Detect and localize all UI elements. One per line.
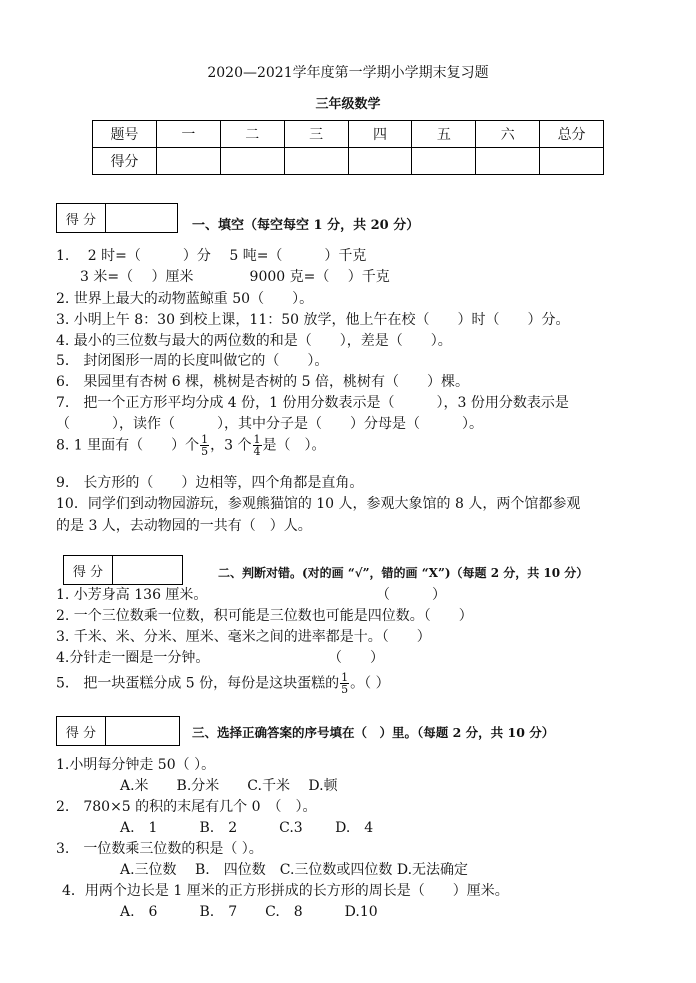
s2-q1-paren: （ ） (376, 587, 446, 603)
s3-q2: 2. 780×5 的积的末尾有几个 0 （ ）。 (56, 799, 317, 815)
q7b: （ ），读作（ ），其中分子是（ ）分母是（ ）。 (56, 416, 483, 432)
score-table (92, 120, 604, 175)
s2-q3: 3. 千米、米、分米、厘米、毫米之间的进率都是十。（ ） (56, 629, 431, 645)
score-table-cell: 五 (412, 121, 476, 148)
s3-q3: 3. 一位数乘三位数的积是（ ）。 (56, 841, 263, 857)
defen-label: 得 分 (64, 556, 113, 584)
q10b: 的是 3 人，去动物园的一共有（ ）人。 (56, 518, 312, 534)
exam-subtitle: 三年级数学 (315, 97, 381, 112)
q1a: 1. 2 时=（ ）分 5 吨=（ ）千克 (56, 248, 367, 264)
defen-box (63, 555, 183, 585)
score-table-cell: 总分 (540, 121, 604, 148)
q4: 4. 最小的三位数与最大的两位数的和是（ ），差是（ ）。 (56, 333, 452, 349)
score-table-score-row (93, 148, 604, 175)
q7a: 7. 把一个正方形平均分成 4 份，1 份用分数表示是（ ），3 份用分数表示是 (56, 395, 569, 411)
q8-pre: 8. 1 里面有（ ）个 (56, 437, 200, 454)
fraction-one-fourth: $\frac{1}{4}$ (253, 433, 261, 458)
defen-blank[interactable] (106, 204, 177, 232)
score-table-cell: 四 (348, 121, 412, 148)
score-table-cell: 三 (284, 121, 348, 148)
q8-mid: ，3 个 (210, 437, 252, 454)
score-table-cell: 六 (476, 121, 540, 148)
defen-box (56, 716, 180, 746)
s2-q5 (56, 672, 390, 695)
q10a: 10．同学们到动物园游玩，参观熊猫馆的 10 人，参观大象馆的 8 人，两个馆都参观 (56, 496, 581, 512)
defen-label: 得 分 (57, 717, 106, 745)
score-blank-cell[interactable] (476, 148, 540, 175)
defen-blank[interactable] (113, 556, 182, 584)
s3-q1-options: A.米 B.分米 C.千米 D.顿 (120, 778, 338, 794)
exam-title: 2020—2021学年度第一学期小学期末复习题 (207, 65, 489, 81)
score-table-header-row (93, 121, 604, 148)
s2-q5-post: 。（ ） (350, 675, 390, 692)
fraction-one-fifth: $\frac{1}{5}$ (201, 433, 209, 458)
score-blank-cell[interactable] (220, 148, 284, 175)
q6: 6. 果园里有杏树 6 棵，桃树是杏树的 5 倍，桃树有（ ）棵。 (56, 374, 469, 390)
fraction-one-fifth: $\frac{1}{5}$ (341, 671, 349, 696)
s2-q4: 4.分针走一圈是一分钟。 (56, 650, 210, 666)
s3-q3-options: A.三位数 B. 四位数 C.三位数或四位数 D.无法确定 (120, 862, 469, 878)
q3: 3. 小明上午 8：30 到校上课，11：50 放学，他上午在校（ ）时（ ）分。 (56, 312, 570, 328)
s3-q4-options: A. 6 B. 7 C. 8 D.10 (120, 904, 378, 920)
s2-q1: 1. 小芳身高 136 厘米。 (56, 587, 208, 603)
defen-label: 得 分 (57, 204, 106, 232)
q8 (56, 434, 326, 457)
score-blank-cell[interactable] (348, 148, 412, 175)
q5: 5． 封闭图形一周的长度叫做它的（ ）。 (56, 353, 329, 369)
score-blank-cell[interactable] (540, 148, 604, 175)
score-table-cell: 一 (156, 121, 220, 148)
score-blank-cell[interactable] (156, 148, 220, 175)
s2-q4-paren: （ ） (328, 650, 384, 666)
q8-post: 是（ ）。 (262, 437, 326, 454)
score-table-cell: 题号 (93, 121, 157, 148)
s2-q5-pre: 5. 把一块蛋糕分成 5 份，每份是这块蛋糕的 (56, 675, 340, 692)
score-label-cell: 得分 (93, 148, 157, 175)
section3-title: 三、选择正确答案的序号填在（ ）里。（每题 2 分，共 10 分） (192, 725, 555, 740)
score-blank-cell[interactable] (412, 148, 476, 175)
defen-blank[interactable] (106, 717, 179, 745)
q2: 2. 世界上最大的动物蓝鲸重 50（ ）。 (56, 291, 314, 307)
s3-q4: 4．用两个边长是 1 厘米的正方形拼成的长方形的周长是（ ）厘米。 (62, 883, 509, 899)
score-blank-cell[interactable] (284, 148, 348, 175)
s3-q2-options: A. 1 B. 2 C.3 D. 4 (120, 820, 374, 836)
defen-box (56, 203, 178, 233)
score-table-cell: 二 (220, 121, 284, 148)
section1-title: 一、填空（每空每空 1 分，共 20 分） (192, 218, 420, 233)
q9: 9. 长方形的（ ）边相等，四个角都是直角。 (56, 475, 364, 491)
section2-title: 二、判断对错。(对的画 “√”，错的画 “X”)（每题 2 分，共 10 分） (218, 566, 589, 580)
s3-q1: 1.小明每分钟走 50（ ）。 (56, 757, 216, 773)
s2-q2: 2. 一个三位数乘一位数，积可能是三位数也可能是四位数。（ ） (56, 608, 473, 624)
q1b: 3 米=（ ）厘米 9000 克=（ ）千克 (80, 269, 390, 285)
